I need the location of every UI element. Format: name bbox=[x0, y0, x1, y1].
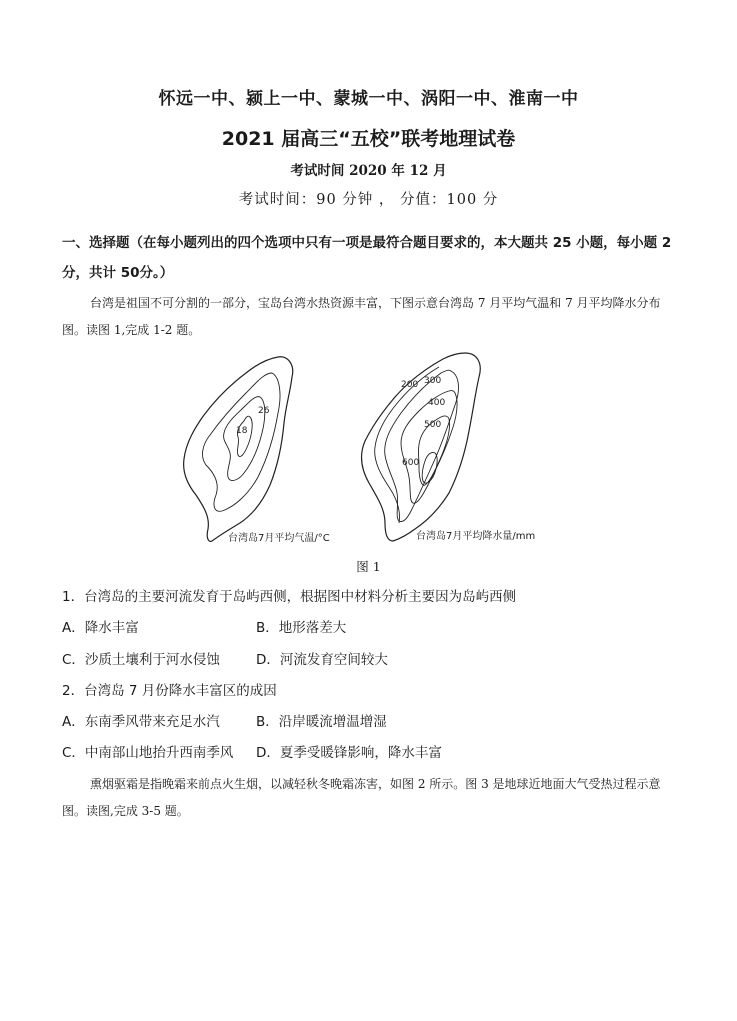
question-1-stem: 1．台湾岛的主要河流发育于岛屿西侧，根据图中材料分析主要因为岛屿西侧 bbox=[62, 589, 517, 605]
question-2-option-b: B．沿岸暖流增温增湿 bbox=[256, 714, 387, 730]
isotherm-26 bbox=[203, 373, 280, 511]
school-names: 怀远一中、颍上一中、蒙城一中、涡阳一中、淮南一中 bbox=[158, 89, 579, 109]
isohyet-label-600: 600 bbox=[402, 458, 420, 468]
section-heading: 一、选择题（在每小题列出的四个选项中只有一项是最符合题目要求的，本大题共 25 小题，每小题 2 分，共计 50分。） bbox=[62, 235, 672, 281]
isohyet-200 bbox=[375, 367, 442, 523]
question-1-option-b: B．地形落差大 bbox=[256, 620, 347, 636]
figure-1 bbox=[160, 345, 580, 555]
isohyet-label-500: 500 bbox=[424, 420, 442, 430]
isotherm-label-26: 26 bbox=[258, 406, 270, 416]
isohyet-label-400: 400 bbox=[428, 398, 446, 408]
exam-meta: 考试时间：90 分钟 ， 分值：100 分 bbox=[238, 192, 499, 208]
exam-date: 考试时间 2020 年 12 月 bbox=[290, 163, 447, 179]
precipitation-map-label: 台湾岛7月平均降水量/mm bbox=[416, 531, 536, 542]
question-2-option-d: D．夏季受暖锋影响，降水丰富 bbox=[256, 745, 442, 761]
isohyet-label-300: 300 bbox=[424, 376, 442, 386]
exam-title: 2021 届高三“五校”联考地理试卷 bbox=[221, 128, 516, 150]
question-2-stem: 2．台湾岛 7 月份降水丰富区的成因 bbox=[62, 683, 277, 699]
question-1-option-c: C．沙质土壤利于河水侵蚀 bbox=[62, 652, 220, 668]
question-2-option-a: A．东南季风带来充足水汽 bbox=[62, 714, 220, 730]
figure-caption: 图 1 bbox=[356, 559, 381, 574]
isotherm-inner bbox=[237, 416, 252, 456]
question-1-option-d: D．河流发育空间较大 bbox=[256, 652, 388, 668]
isohyet-600 bbox=[422, 452, 437, 483]
intro-paragraph-1: 台湾是祖国不可分割的一部分，宝岛台湾水热资源丰富，下图示意台湾岛 7 月平均气温和 7 月平均降水分布图。读图 1,完成 1-2 题。 bbox=[62, 296, 661, 337]
precipitation-map bbox=[362, 353, 481, 541]
temperature-map-label: 台湾岛7月平均气温/°C bbox=[228, 533, 330, 544]
isotherm-label-18: 18 bbox=[236, 426, 248, 436]
question-2-option-c: C．中南部山地抬升西南季风 bbox=[62, 745, 234, 761]
island-outline-left bbox=[184, 357, 293, 542]
intro-paragraph-2: 熏烟驱霜是指晚霜来前点火生烟，以减轻秋冬晚霜冻害，如图 2 所示。图 3 是地球近地面大气受热过程示意图。读图,完成 3-5 题。 bbox=[62, 777, 661, 818]
taiwan-maps bbox=[160, 345, 580, 555]
island-outline-right bbox=[362, 353, 481, 541]
isohyet-label-200: 200 bbox=[401, 380, 419, 390]
temperature-map bbox=[184, 357, 293, 542]
question-1-option-a: A．降水丰富 bbox=[62, 620, 139, 636]
